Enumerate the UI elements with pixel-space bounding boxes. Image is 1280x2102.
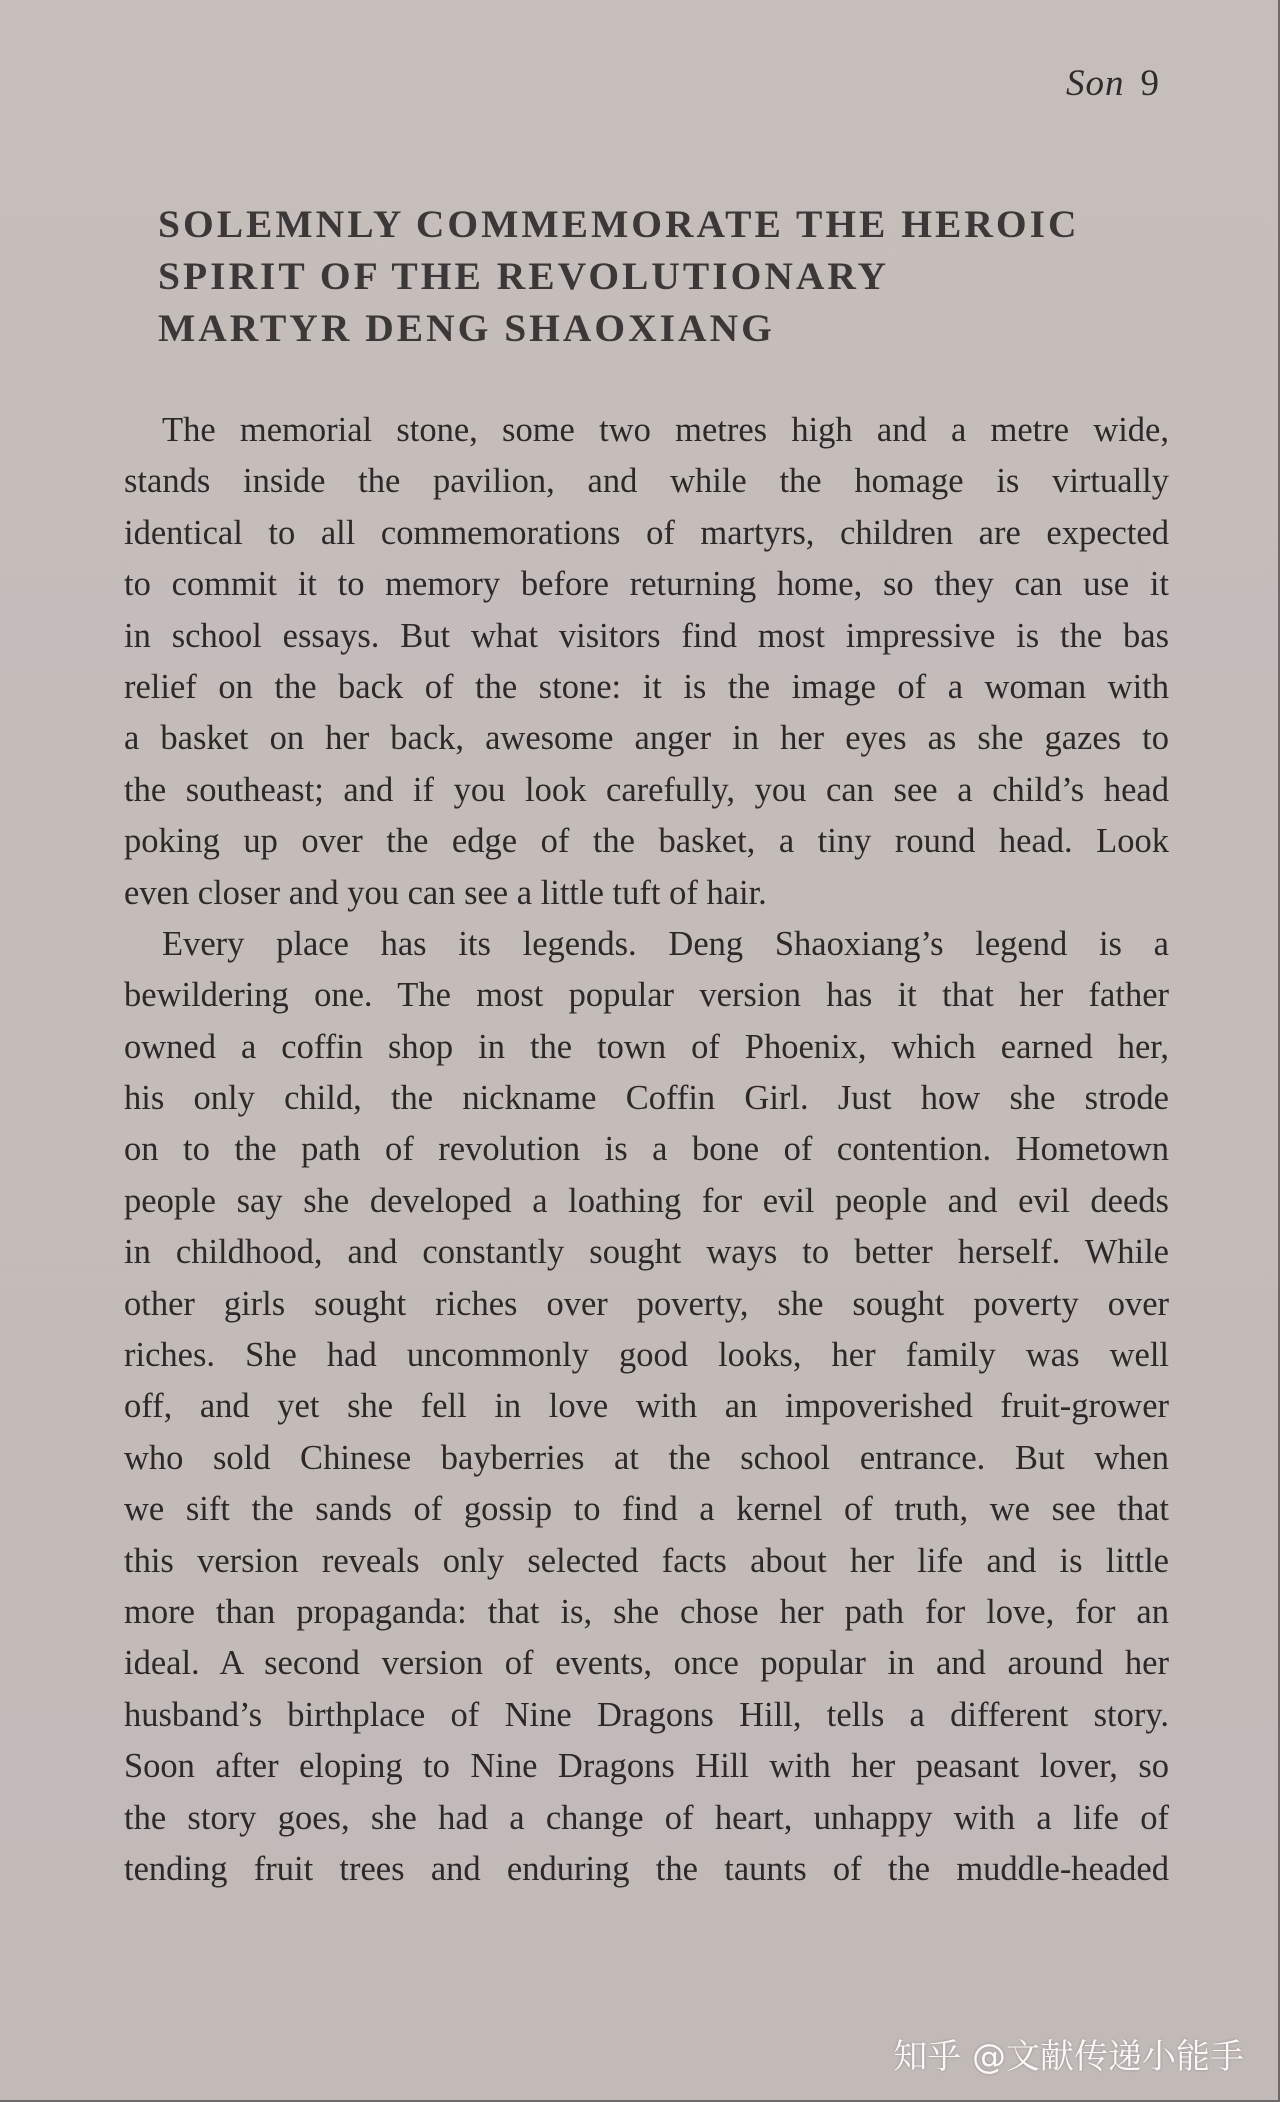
heading-line: MARTYR DENG SHAOXIANG xyxy=(158,306,775,350)
body-line: ideal. A second version of events, once popular in and around her xyxy=(124,1644,1169,1683)
chapter-heading xyxy=(158,198,1118,354)
body-line: to commit it to memory before returning home, so they can use it xyxy=(124,565,1169,604)
body-line: identical to all commemorations of martyrs, children are expected xyxy=(124,513,1169,552)
running-head xyxy=(1066,62,1160,105)
body-line: husband’s birthplace of Nine Dragons Hill, tells a different story. xyxy=(124,1695,1169,1734)
body-line: the southeast; and if you look carefully, you can see a child’s head xyxy=(124,770,1169,809)
body-line: on to the path of revolution is a bone of contention. Hometown xyxy=(124,1130,1169,1169)
body-line: the story goes, she had a change of heart, unhappy with a life of xyxy=(124,1798,1169,1837)
body-text xyxy=(124,405,1169,1895)
body-line: in school essays. But what visitors find most impressive is the bas xyxy=(124,616,1169,655)
body-line: even closer and you can see a little tuft of hair. xyxy=(124,873,767,912)
body-line: Every place has its legends. Deng Shaoxiang’s legend is a xyxy=(162,924,1169,963)
heading-line: SOLEMNLY COMMEMORATE THE HEROIC xyxy=(158,202,1080,246)
body-line: who sold Chinese bayberries at the school entrance. But when xyxy=(124,1438,1169,1477)
body-line: people say she developed a loathing for evil people and evil deeds xyxy=(124,1181,1169,1220)
body-line: Soon after eloping to Nine Dragons Hill with her peasant lover, so xyxy=(124,1747,1169,1786)
page-number: 9 xyxy=(1140,63,1160,104)
body-line: stands inside the pavilion, and while the homage is virtually xyxy=(124,462,1169,501)
heading-line: SPIRIT OF THE REVOLUTIONARY xyxy=(158,254,890,298)
body-line: more than propaganda: that is, she chose her path for love, for an xyxy=(124,1592,1169,1631)
body-line: we sift the sands of gossip to find a kernel of truth, we see that xyxy=(124,1490,1169,1529)
body-line: owned a coffin shop in the town of Phoenix, which earned her, xyxy=(124,1027,1169,1066)
body-line: off, and yet she fell in love with an impoverished fruit-grower xyxy=(124,1387,1169,1426)
body-line: in childhood, and constantly sought ways to better herself. While xyxy=(124,1233,1169,1272)
body-line: bewildering one. The most popular version has it that her father xyxy=(124,976,1169,1015)
body-line: poking up over the edge of the basket, a tiny round head. Look xyxy=(124,822,1169,861)
body-line: tending fruit trees and enduring the taunts of the muddle-headed xyxy=(124,1849,1169,1888)
body-line: The memorial stone, some two metres high and a metre wide, xyxy=(162,411,1169,449)
body-line: this version reveals only selected facts about her life and is little xyxy=(124,1541,1169,1580)
running-head-title: Son xyxy=(1066,63,1125,104)
body-line: a basket on her back, awesome anger in her eyes as she gazes to xyxy=(124,719,1169,758)
body-line: his only child, the nickname Coffin Girl. Just how she strode xyxy=(124,1079,1169,1118)
watermark-text: 知乎 @文献传递小能手 xyxy=(893,2037,1244,2077)
body-line: riches. She had uncommonly good looks, her family was well xyxy=(124,1336,1169,1375)
body-line: other girls sought riches over poverty, she sought poverty over xyxy=(124,1284,1169,1323)
body-line: relief on the back of the stone: it is the image of a woman with xyxy=(124,667,1169,706)
